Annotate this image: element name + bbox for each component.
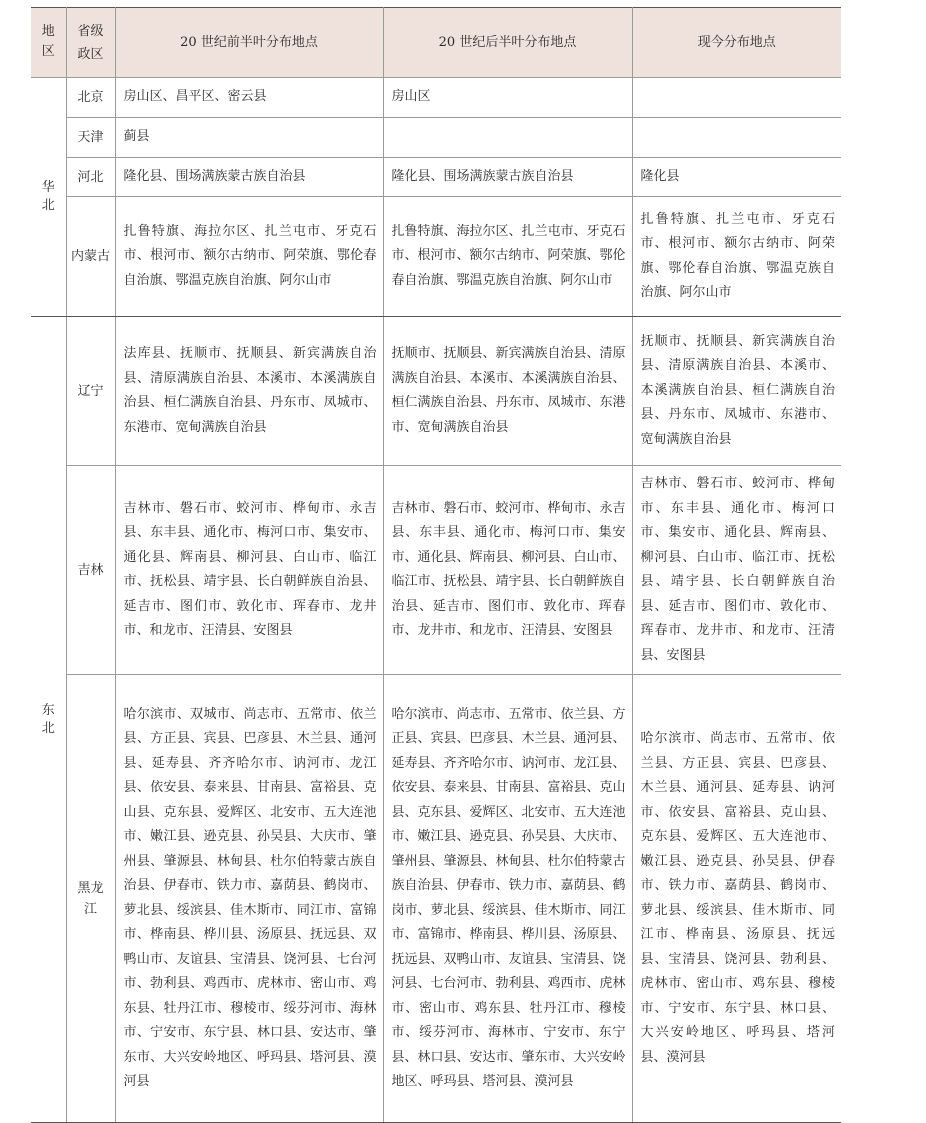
now-cell	[632, 78, 841, 118]
table-row	[31, 197, 841, 317]
now-cell: 扎鲁特旗、扎兰屯市、牙克石市、根河市、额尔古纳市、阿荣旗、鄂伦春自治旗、鄂温克族自治旗、阿尔山市	[632, 197, 841, 317]
now-cell: 吉林市、磐石市、蛟河市、桦甸市、东丰县、通化市、梅河口市、集安市、通化县、辉南县、柳河县、白山市、临江市、抚松县、靖宇县、长白朝鲜族自治县、延吉市、图们市、敦化市、珲春市、龙井市、和龙市、汪清县、安图县	[632, 466, 841, 675]
province-cell: 河北	[66, 158, 115, 197]
late-cell: 哈尔滨市、尚志市、五常市、依兰县、方正县、宾县、巴彦县、木兰县、通河县、延寿县、齐齐哈尔市、讷河市、龙江县、依安县、泰来县、甘南县、富裕县、克山县、克东县、爱辉区、北安市、五大连池市、嫩江县、逊克县、孙吴县、大庆市、肇州县、肇源县、林甸县、杜尔伯特蒙古族自治县、伊春市、铁力市、嘉荫县、鹤岗市、萝北县、绥滨县、佳木斯市、同江市、富锦市、桦南县、桦川县、汤原县、抚远县、双鸭山市、友谊县、宝清县、饶河县、七台河市、勃利县、鸡西市、虎林市、密山市、鸡东县、牡丹江市、穆棱市、绥芬河市、海林市、宁安市、东宁县、林口县、安达市、肇东市、大兴安岭地区、呼玛县、塔河县、漠河县	[383, 675, 632, 1123]
late-cell: 扎鲁特旗、海拉尔区、扎兰屯市、牙克石市、根河市、额尔古纳市、阿荣旗、鄂伦春自治旗、鄂温克族自治旗、阿尔山市	[383, 197, 632, 317]
province-cell: 辽宁	[66, 317, 115, 466]
table-row	[31, 78, 841, 118]
table-row	[31, 317, 841, 466]
province-cell: 吉林	[66, 466, 115, 675]
region-cell: 东北	[31, 317, 66, 1123]
late-cell: 吉林市、磐石市、蛟河市、桦甸市、永吉县、东丰县、通化市、梅河口市、集安市、通化县、辉南县、柳河县、白山市、临江市、抚松县、靖宇县、长白朝鲜族自治县、延吉市、图们市、敦化市、珲春市、龙井市、和龙市、汪清县、安图县	[383, 466, 632, 675]
province-cell: 天津	[66, 118, 115, 158]
province-cell: 内蒙古	[66, 197, 115, 317]
early-cell: 房山区、昌平区、密云县	[115, 78, 383, 118]
region-cell: 华北	[31, 78, 66, 317]
now-cell: 隆化县	[632, 158, 841, 197]
province-cell: 北京	[66, 78, 115, 118]
early-cell: 法库县、抚顺市、抚顺县、新宾满族自治县、清原满族自治县、本溪市、本溪满族自治县、桓仁满族自治县、丹东市、凤城市、东港市、宽甸满族自治县	[115, 317, 383, 466]
early-cell: 隆化县、围场满族蒙古族自治县	[115, 158, 383, 197]
early-cell: 蓟县	[115, 118, 383, 158]
distribution-table	[31, 7, 841, 1123]
late-cell: 隆化县、围场满族蒙古族自治县	[383, 158, 632, 197]
header-province: 省级政区	[66, 8, 115, 78]
now-cell: 抚顺市、抚顺县、新宾满族自治县、清原满族自治县、本溪市、本溪满族自治县、桓仁满族自治县、丹东市、凤城市、东港市、宽甸满族自治县	[632, 317, 841, 466]
header-row	[31, 8, 841, 78]
late-cell: 房山区	[383, 78, 632, 118]
late-cell: 抚顺市、抚顺县、新宾满族自治县、清原满族自治县、本溪市、本溪满族自治县、桓仁满族自治县、丹东市、凤城市、东港市、宽甸满族自治县	[383, 317, 632, 466]
table-row	[31, 675, 841, 1123]
table-row	[31, 466, 841, 675]
header-early: 20 世纪前半叶分布地点	[115, 8, 383, 78]
header-now: 现今分布地点	[632, 8, 841, 78]
now-cell: 哈尔滨市、尚志市、五常市、依兰县、方正县、宾县、巴彦县、木兰县、通河县、延寿县、讷河市、依安县、富裕县、克山县、克东县、爱辉区、五大连池市、嫩江县、逊克县、孙吴县、伊春市、铁力市、嘉荫县、鹤岗市、萝北县、绥滨县、佳木斯市、同江市、桦南县、汤原县、抚远县、宝清县、饶河县、勃利县、虎林市、密山市、鸡东县、穆棱市、宁安市、东宁县、林口县、大兴安岭地区、呼玛县、塔河县、漠河县	[632, 675, 841, 1123]
province-cell: 黑龙江	[66, 675, 115, 1123]
early-cell: 扎鲁特旗、海拉尔区、扎兰屯市、牙克石市、根河市、额尔古纳市、阿荣旗、鄂伦春自治旗、鄂温克族自治旗、阿尔山市	[115, 197, 383, 317]
header-region: 地区	[31, 8, 66, 78]
table-row	[31, 118, 841, 158]
table-row	[31, 158, 841, 197]
early-cell: 吉林市、磐石市、蛟河市、桦甸市、永吉县、东丰县、通化市、梅河口市、集安市、通化县、辉南县、柳河县、白山市、临江市、抚松县、靖宇县、长白朝鲜族自治县、延吉市、图们市、敦化市、珲春市、龙井市、和龙市、汪清县、安图县	[115, 466, 383, 675]
now-cell	[632, 118, 841, 158]
late-cell	[383, 118, 632, 158]
header-late: 20 世纪后半叶分布地点	[383, 8, 632, 78]
early-cell: 哈尔滨市、双城市、尚志市、五常市、依兰县、方正县、宾县、巴彦县、木兰县、通河县、延寿县、齐齐哈尔市、讷河市、龙江县、依安县、泰来县、甘南县、富裕县、克山县、克东县、爱辉区、北安市、五大连池市、嫩江县、逊克县、孙吴县、大庆市、肇州县、肇源县、林甸县、杜尔伯特蒙古族自治县、伊春市、铁力市、嘉荫县、鹤岗市、萝北县、绥滨县、佳木斯市、同江市、富锦市、桦南县、桦川县、汤原县、抚远县、双鸭山市、友谊县、宝清县、饶河县、七台河市、勃利县、鸡西市、虎林市、密山市、鸡东县、牡丹江市、穆棱市、绥芬河市、海林市、宁安市、东宁县、林口县、安达市、肇东市、大兴安岭地区、呼玛县、塔河县、漠河县	[115, 675, 383, 1123]
